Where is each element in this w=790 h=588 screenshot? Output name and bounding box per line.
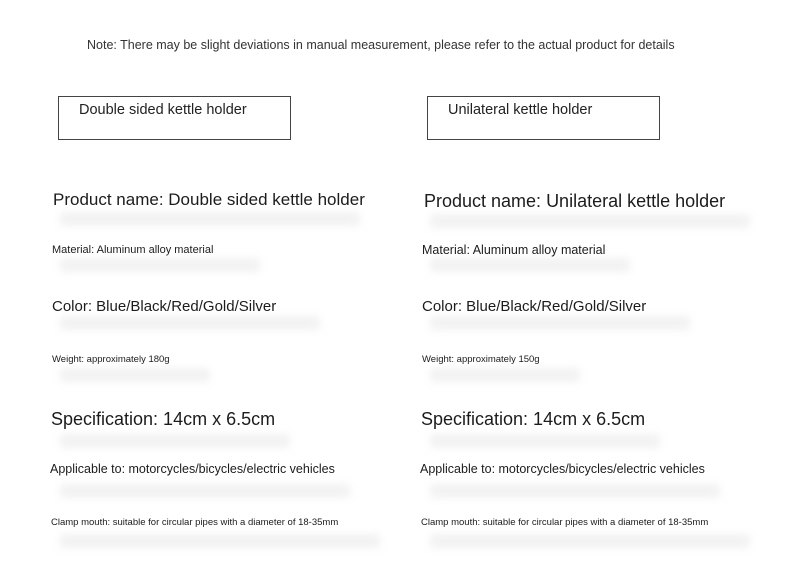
left-clamp-mouth: Clamp mouth: suitable for circular pipes with a diameter of 18-35mm: [51, 517, 339, 528]
right-clamp-shadow: [430, 534, 750, 548]
right-box-label: Unilateral kettle holder: [448, 102, 593, 118]
left-applicable: Applicable to: motorcycles/bicycles/electric vehicles: [50, 462, 335, 476]
right-product-name: Product name: Unilateral kettle holder: [424, 191, 726, 211]
left-weight-shadow: [60, 368, 210, 382]
right-color: Color: Blue/Black/Red/Gold/Silver: [422, 298, 647, 315]
left-product-name: Product name: Double sided kettle holder: [53, 190, 365, 209]
left-color: Color: Blue/Black/Red/Gold/Silver: [52, 298, 277, 315]
left-name-shadow: [60, 212, 360, 226]
left-material-shadow: [60, 258, 260, 272]
right-spec-shadow: [430, 434, 660, 448]
left-weight: Weight: approximately 180g: [52, 354, 170, 365]
right-name-shadow: [430, 214, 750, 228]
right-material: Material: Aluminum alloy material: [422, 243, 606, 257]
left-title-box: [58, 96, 291, 140]
right-title-box: [427, 96, 660, 140]
left-spec-shadow: [60, 434, 290, 448]
left-applicable-shadow: [60, 484, 350, 498]
left-specification: Specification: 14cm x 6.5cm: [51, 409, 276, 429]
right-color-shadow: [430, 316, 690, 330]
right-weight: Weight: approximately 150g: [422, 354, 540, 365]
right-clamp-mouth: Clamp mouth: suitable for circular pipes with a diameter of 18-35mm: [421, 517, 709, 528]
measurement-note: Note: There may be slight deviations in manual measurement, please refer to the actual product for details: [87, 38, 675, 52]
right-applicable-shadow: [430, 484, 720, 498]
right-material-shadow: [430, 258, 630, 272]
right-weight-shadow: [430, 368, 580, 382]
right-specification: Specification: 14cm x 6.5cm: [421, 409, 646, 429]
left-box-label: Double sided kettle holder: [79, 102, 247, 118]
right-applicable: Applicable to: motorcycles/bicycles/electric vehicles: [420, 462, 705, 476]
left-material: Material: Aluminum alloy material: [52, 244, 214, 256]
left-clamp-shadow: [60, 534, 380, 548]
left-color-shadow: [60, 316, 320, 330]
